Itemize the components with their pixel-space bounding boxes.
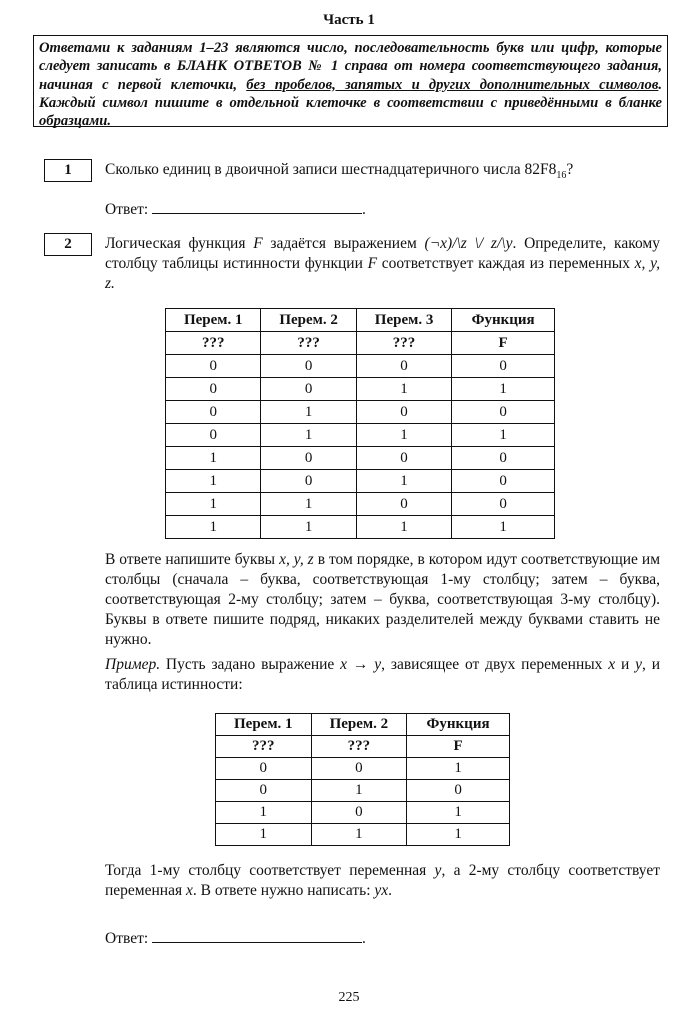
ex-label: Пример. xyxy=(105,656,161,673)
table-cell: 1 xyxy=(407,824,510,846)
header-cell: Перем. 1 xyxy=(216,714,312,736)
table-row xyxy=(216,758,510,780)
answer-label: Ответ: xyxy=(105,201,149,218)
subheader-cell: F xyxy=(407,736,510,758)
table-cell: 0 xyxy=(452,355,555,378)
task2-answer xyxy=(105,929,366,949)
table-cell: 0 xyxy=(452,470,555,493)
table-cell: 0 xyxy=(261,355,356,378)
table-cell: 1 xyxy=(216,824,312,846)
answer-end: . xyxy=(362,930,366,947)
subheader-cell: F xyxy=(452,332,555,355)
instructions-text-end: . Каждый символ пишите в отдельной клеточке в соответствии с приведёнными в бланке образцами. xyxy=(39,76,663,130)
table-cell: 1 xyxy=(261,424,356,447)
task2-conclusion xyxy=(105,861,660,901)
table-cell: 1 xyxy=(261,516,356,539)
table-cell: 0 xyxy=(216,780,312,802)
table-row xyxy=(166,493,555,516)
t2-F2: F xyxy=(367,255,378,272)
table-cell: 1 xyxy=(311,780,407,802)
subheader-cell: ??? xyxy=(311,736,407,758)
header-cell: Перем. 2 xyxy=(311,714,407,736)
table-cell: 1 xyxy=(356,516,451,539)
header-cell: Перем. 3 xyxy=(356,309,451,332)
instr-a: В ответе напишите буквы xyxy=(105,551,280,568)
c-b: , а 2-му столбцу соответствует переменная xyxy=(105,862,660,899)
table-header-row xyxy=(216,714,510,736)
answer-line[interactable] xyxy=(152,201,362,214)
answer-line[interactable] xyxy=(152,930,362,943)
table-cell: 0 xyxy=(166,401,261,424)
ex-x: x xyxy=(608,656,616,673)
table-cell: 0 xyxy=(356,401,451,424)
table-subheader-row xyxy=(166,332,555,355)
instructions-text: Ответами к заданиям 1–23 являются число, последовательность букв или цифр, которые следует записать в БЛАНК ОТВЕТОВ № 1 справа от номера соответствующего задания, начиная с первой клеточки, xyxy=(39,40,662,93)
t2-b: задаётся выражением xyxy=(262,235,425,252)
ex-a: Пусть задано выражение xyxy=(160,656,341,673)
task-number-1: 1 xyxy=(44,159,92,182)
table-cell: 0 xyxy=(452,493,555,516)
table-cell: 1 xyxy=(452,516,555,539)
ex-y: y xyxy=(635,656,643,673)
t2-expression: (¬x)/\z \/ z/\y xyxy=(424,235,513,252)
c-answer: yx xyxy=(374,882,389,899)
t2-F: F xyxy=(253,235,263,252)
ex-c: и xyxy=(615,656,636,673)
table-cell: 0 xyxy=(166,378,261,401)
truth-table xyxy=(165,308,555,539)
header-cell: Функция xyxy=(407,714,510,736)
table-cell: 1 xyxy=(452,378,555,401)
table-cell: 1 xyxy=(261,401,356,424)
task1-text-end: ? xyxy=(566,161,574,178)
table-cell: 0 xyxy=(311,758,407,780)
table-cell: 0 xyxy=(356,447,451,470)
task2-question xyxy=(105,234,660,294)
t2-d: соответствует каждая из переменных xyxy=(377,255,635,272)
c-d: . xyxy=(388,882,393,899)
table-cell: 0 xyxy=(356,493,451,516)
table-subheader-row xyxy=(216,736,510,758)
table-cell: 1 xyxy=(311,824,407,846)
table-cell: 0 xyxy=(407,780,510,802)
subheader-cell: ??? xyxy=(356,332,451,355)
table-row xyxy=(216,824,510,846)
table-cell: 0 xyxy=(261,447,356,470)
table-cell: 1 xyxy=(407,802,510,824)
table-row xyxy=(166,470,555,493)
ex-d: , и таблица истинности: xyxy=(105,656,661,693)
answer-label: Ответ: xyxy=(105,930,149,947)
table-row xyxy=(166,516,555,539)
t2-c: . Определите, какому столбцу таблицы истинности функции xyxy=(105,235,660,272)
table-header-row xyxy=(166,309,555,332)
c-c: . В ответе нужно написать: xyxy=(192,882,375,899)
table-cell: 1 xyxy=(407,758,510,780)
table-cell: 0 xyxy=(452,401,555,424)
table-cell: 0 xyxy=(166,355,261,378)
task2-example xyxy=(105,655,660,695)
ex-expr: x → y xyxy=(340,656,382,673)
t2-vars: x, y, z. xyxy=(105,255,661,292)
table-row xyxy=(166,355,555,378)
task-number-2: 2 xyxy=(44,233,92,256)
task1-text: Сколько единиц в двоичной записи шестнадцатеричного числа 82F8 xyxy=(105,161,557,178)
task1-answer xyxy=(105,200,366,220)
subheader-cell: ??? xyxy=(166,332,261,355)
table-cell: 1 xyxy=(452,424,555,447)
c-y: y xyxy=(434,862,442,879)
example-truth-table xyxy=(215,713,510,846)
table-cell: 1 xyxy=(356,378,451,401)
header-cell: Перем. 2 xyxy=(261,309,356,332)
table-cell: 0 xyxy=(261,378,356,401)
table-cell: 0 xyxy=(311,802,407,824)
instructions-underlined: без пробелов, запятых и других дополнительных символов xyxy=(246,76,659,93)
task2-instruction xyxy=(105,550,660,650)
instr-b: в том порядке, в котором идут соответствующие им столбцы (сначала – буква, соответствующая 1-му столбцу; затем – буква, соответствующая 2-му столбцу; затем – буква, соответствующая 3-му столбцу). Буквы в ответе пишите подряд, никаких разделителей между буквами ставить не нужно. xyxy=(105,551,661,648)
table-cell: 1 xyxy=(166,516,261,539)
task1-question xyxy=(105,160,573,186)
c-x: x xyxy=(185,882,193,899)
t2-a: Логическая функция xyxy=(105,235,254,252)
table-cell: 1 xyxy=(216,802,312,824)
header-cell: Перем. 1 xyxy=(166,309,261,332)
part-title: Часть 1 xyxy=(323,12,375,28)
page-number: 225 xyxy=(338,990,360,1005)
table-cell: 0 xyxy=(166,424,261,447)
table-cell: 1 xyxy=(356,424,451,447)
table-cell: 1 xyxy=(166,470,261,493)
ex-b: , зависящее от двух переменных xyxy=(381,656,609,673)
answer-end: . xyxy=(362,201,366,218)
c-a: Тогда 1-му столбцу соответствует переменная xyxy=(105,862,435,879)
instr-vars: x, y, z xyxy=(279,551,314,568)
table-cell: 0 xyxy=(216,758,312,780)
table-cell: 1 xyxy=(166,447,261,470)
table-row xyxy=(166,378,555,401)
table-cell: 0 xyxy=(452,447,555,470)
task1-subscript: 16 xyxy=(556,170,567,182)
table-row xyxy=(166,424,555,447)
table-row xyxy=(216,780,510,802)
subheader-cell: ??? xyxy=(216,736,312,758)
table-cell: 1 xyxy=(261,493,356,516)
header-cell: Функция xyxy=(452,309,555,332)
subheader-cell: ??? xyxy=(261,332,356,355)
table-row xyxy=(166,401,555,424)
instructions-box xyxy=(33,35,668,130)
table-row xyxy=(166,447,555,470)
table-cell: 1 xyxy=(166,493,261,516)
table-cell: 1 xyxy=(356,470,451,493)
table-row xyxy=(216,802,510,824)
table-cell: 0 xyxy=(356,355,451,378)
table-cell: 0 xyxy=(261,470,356,493)
